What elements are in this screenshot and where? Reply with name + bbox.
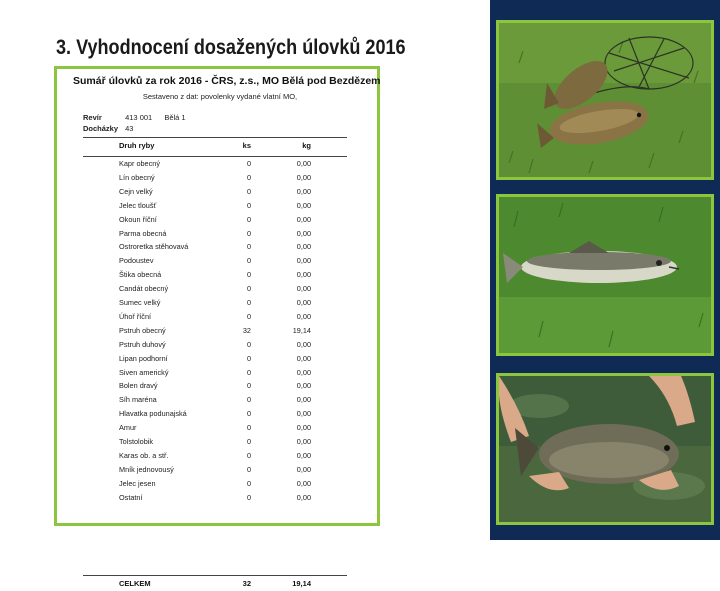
species-cell: Štika obecná (119, 270, 162, 280)
table-row (83, 395, 347, 409)
total-count: 32 (242, 579, 251, 588)
table-row (83, 354, 347, 368)
count-cell: 0 (246, 172, 251, 182)
count-cell: 0 (246, 339, 251, 349)
bream-in-hands-image (499, 376, 711, 522)
weight-cell: 0,00 (296, 270, 311, 280)
table-row (83, 242, 347, 256)
weight-cell: 0,00 (296, 367, 311, 377)
count-cell: 0 (246, 256, 251, 266)
weight-cell: 0,00 (296, 172, 311, 182)
count-cell: 0 (246, 186, 251, 196)
species-cell: Siven americký (119, 367, 169, 377)
revir-row (83, 113, 186, 122)
count-cell: 0 (246, 381, 251, 391)
species-cell: Parma obecná (119, 228, 167, 238)
weight-cell: 0,00 (296, 423, 311, 433)
count-cell: 0 (246, 450, 251, 460)
species-cell: Bolen dravý (119, 381, 158, 391)
table-row (83, 409, 347, 423)
weight-cell: 0,00 (296, 395, 311, 405)
weight-cell: 0,00 (296, 409, 311, 419)
total-label: CELKEM (119, 579, 151, 588)
table-row (83, 451, 347, 465)
count-cell: 0 (246, 159, 251, 168)
bream-photo (496, 373, 714, 525)
table-row (83, 437, 347, 451)
column-header-species: Druh ryby (119, 141, 155, 150)
header-divider (83, 156, 347, 157)
species-cell: Pstruh obecný (119, 325, 166, 335)
species-cell: Kapr obecný (119, 159, 160, 168)
species-cell: Pstruh duhový (119, 339, 166, 349)
species-cell: Candát obecný (119, 284, 169, 294)
revir-name: Bělá 1 (164, 113, 186, 122)
weight-cell: 0,00 (296, 339, 311, 349)
species-cell: Lín obecný (119, 172, 155, 182)
weight-cell: 0,00 (296, 284, 311, 294)
count-cell: 0 (246, 423, 251, 433)
species-cell: Jelec tloušť (119, 200, 157, 210)
weight-cell: 0,00 (296, 298, 311, 307)
count-cell: 32 (242, 325, 251, 335)
weight-cell: 0,00 (296, 311, 311, 321)
species-cell: Jelec jesen (119, 478, 156, 488)
weight-cell: 0,00 (296, 159, 311, 168)
table-row (83, 312, 347, 326)
total-weight: 19,14 (292, 579, 311, 588)
count-cell: 0 (246, 284, 251, 294)
table-row (83, 284, 347, 298)
table-row (83, 270, 347, 284)
carp-photo (496, 20, 714, 180)
weight-cell: 19,14 (292, 325, 311, 335)
table-row (83, 201, 347, 215)
table-row (83, 368, 347, 382)
total-divider (83, 575, 347, 576)
weight-cell: 0,00 (296, 186, 311, 196)
count-cell: 0 (246, 464, 251, 474)
weight-cell: 0,00 (296, 381, 311, 391)
weight-cell: 0,00 (296, 256, 311, 266)
table-row (83, 326, 347, 340)
catch-summary-report (54, 66, 381, 588)
weight-cell: 0,00 (296, 242, 311, 252)
count-cell: 0 (246, 200, 251, 210)
count-cell: 0 (246, 298, 251, 307)
carp-on-grass-image (499, 23, 711, 177)
table-row (83, 340, 347, 354)
species-cell: Podoustev (119, 256, 154, 266)
table-total-row (83, 579, 347, 591)
species-cell: Hlavatka podunajská (119, 409, 187, 419)
species-cell: Okoun říční (119, 214, 157, 224)
dochazky-row (83, 124, 133, 133)
weight-cell: 0,00 (296, 437, 311, 446)
species-cell: Tolstolobik (119, 437, 154, 446)
count-cell: 0 (246, 409, 251, 419)
species-cell: Karas ob. a stř. (119, 450, 169, 460)
count-cell: 0 (246, 311, 251, 321)
table-row (83, 187, 347, 201)
species-cell: Síh maréna (119, 395, 157, 405)
weight-cell: 0,00 (296, 478, 311, 488)
table-row (83, 159, 347, 173)
table-top-divider (83, 137, 347, 138)
table-header (83, 141, 347, 153)
zander-on-grass-image (499, 197, 711, 353)
count-cell: 0 (246, 437, 251, 446)
count-cell: 0 (246, 242, 251, 252)
count-cell: 0 (246, 478, 251, 488)
weight-cell: 0,00 (296, 214, 311, 224)
weight-cell: 0,00 (296, 353, 311, 363)
species-cell: Lipan podhorní (119, 353, 168, 363)
dochazky-label: Docházky (83, 124, 119, 133)
count-cell: 0 (246, 228, 251, 238)
table-row (83, 465, 347, 479)
species-cell: Amur (119, 423, 137, 433)
table-row (83, 381, 347, 395)
weight-cell: 0,00 (296, 464, 311, 474)
count-cell: 0 (246, 353, 251, 363)
weight-cell: 0,00 (296, 492, 311, 502)
dochazky-value: 43 (125, 124, 134, 133)
weight-cell: 0,00 (296, 228, 311, 238)
revir-code: 413 001 (125, 113, 153, 122)
species-cell: Cejn velký (119, 186, 153, 196)
table-row (83, 493, 347, 507)
column-header-count: ks (242, 141, 251, 150)
report-subtitle: Sestaveno z dat: povolenky vydané vlatní MO, (142, 92, 298, 101)
table-row (83, 229, 347, 243)
weight-cell: 0,00 (296, 450, 311, 460)
table-row (83, 423, 347, 437)
count-cell: 0 (246, 214, 251, 224)
table-row (83, 173, 347, 187)
species-cell: Mník jednovousý (119, 464, 174, 474)
count-cell: 0 (246, 395, 251, 405)
table-row (83, 256, 347, 270)
weight-cell: 0,00 (296, 200, 311, 210)
species-cell: Ostroretka stěhovavá (119, 242, 189, 252)
table-row (83, 479, 347, 493)
count-cell: 0 (246, 367, 251, 377)
species-cell: Úhoř říční (119, 311, 152, 321)
table-row (83, 298, 347, 312)
count-cell: 0 (246, 270, 251, 280)
table-row (83, 215, 347, 229)
zander-photo (496, 194, 714, 356)
species-cell: Ostatní (119, 492, 143, 502)
column-header-weight: kg (302, 141, 311, 150)
count-cell: 0 (246, 492, 251, 502)
slide-title: 3. Vyhodnocení dosažených úlovků 2016 (56, 36, 406, 59)
revir-label: Revír (83, 113, 102, 122)
report-title: Sumář úlovků za rok 2016 - ČRS, z.s., MO Bělá pod Bezdězem (73, 75, 381, 87)
species-cell: Sumec velký (119, 298, 161, 307)
